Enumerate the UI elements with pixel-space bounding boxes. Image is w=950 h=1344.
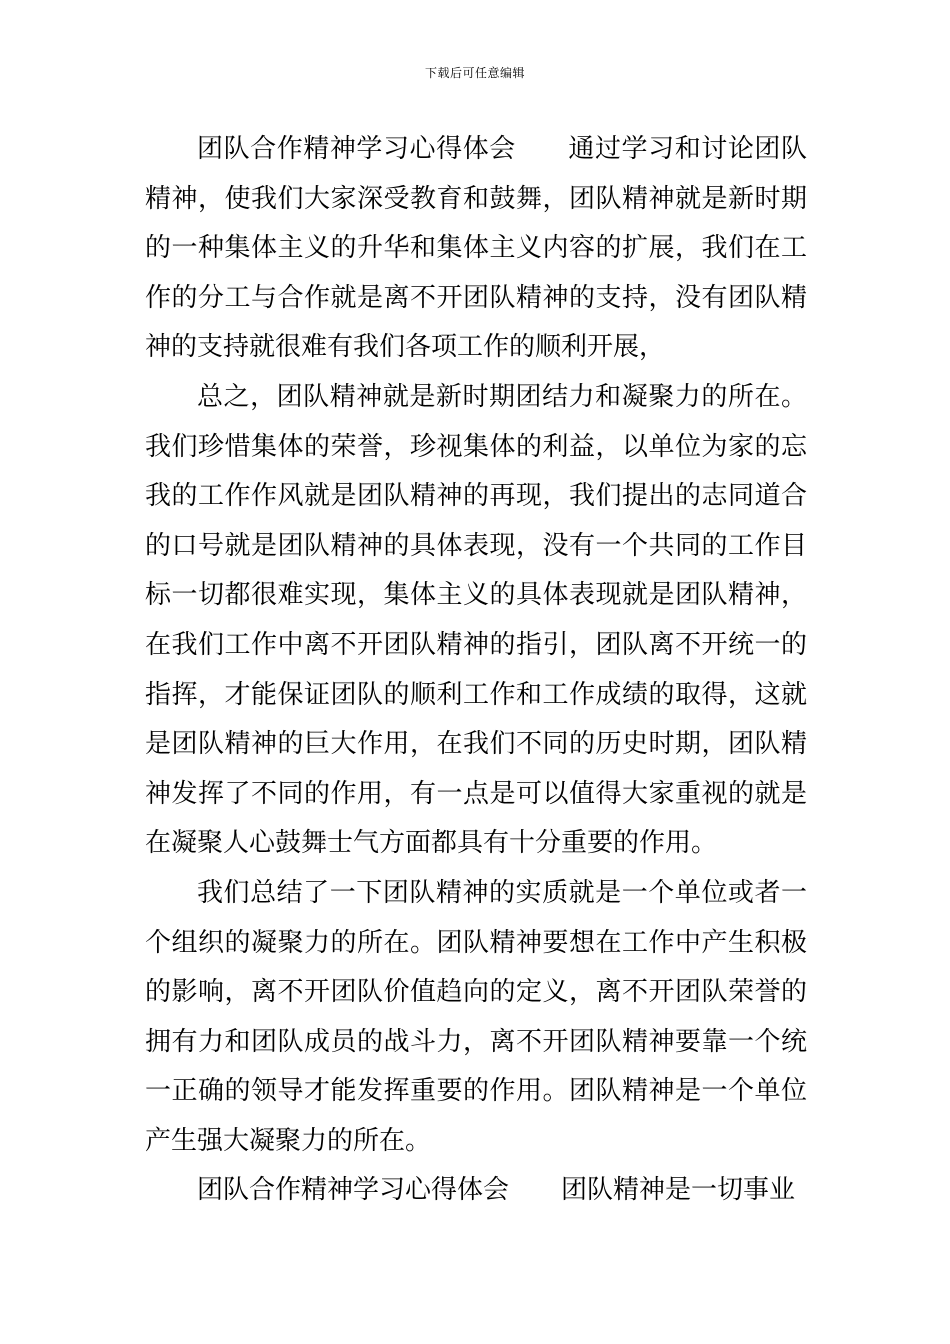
paragraph-3 <box>145 869 807 1167</box>
document-body <box>145 125 807 1216</box>
paragraph-1-heading: 团队合作精神学习心得体会 <box>197 134 516 164</box>
paragraph-3-text: 我们总结了一下团队精神的实质就是一个单位或者一个组织的凝聚力的所在。团队精神要想在工作中产生积极的影响，离不开团队价值趋向的定义，离不开团队荣誉的拥有力和团队成员的战斗力，离不开团队精神要靠一个统一正确的领导才能发挥重要的作用。团队精神是一个单位产生强大凝聚力的所在。 <box>145 877 807 1156</box>
paragraph-4 <box>145 1166 807 1216</box>
paragraph-2-text: 总之，团队精神就是新时期团结力和凝聚力的所在。我们珍惜集体的荣誉，珍视集体的利益，以单位为家的忘我的工作作风就是团队精神的再现，我们提出的志同道合的口号就是团队精神的具体表现，没有一个共同的工作目标一切都很难实现，集体主义的具体表现就是团队精神，在我们工作中离不开团队精神的指引，团队离不开统一的指挥，才能保证团队的顺利工作和工作成绩的取得，这就是团队精神的巨大作用，在我们不同的历史时期，团队精神发挥了不同的作用，有一点是可以值得大家重视的就是在凝聚人心鼓舞士气方面都具有十分重要的作用。 <box>145 381 807 859</box>
paragraph-1-text: 通过学习和讨论团队精神，使我们大家深受教育和鼓舞，团队精神就是新时期的一种集体主义的升华和集体主义内容的扩展，我们在工作的分工与合作就是离不开团队精神的支持，没有团队精神的支持就很难有我们各项工作的顺利开展， <box>145 134 807 363</box>
paragraph-4-heading: 团队合作精神学习心得体会 <box>197 1175 510 1206</box>
page-header-note: 下载后可任意编辑 <box>424 66 525 80</box>
paragraph-2 <box>145 373 807 869</box>
paragraph-1 <box>145 125 807 373</box>
paragraph-4-text: 团队精神是一切事业 <box>561 1175 796 1206</box>
